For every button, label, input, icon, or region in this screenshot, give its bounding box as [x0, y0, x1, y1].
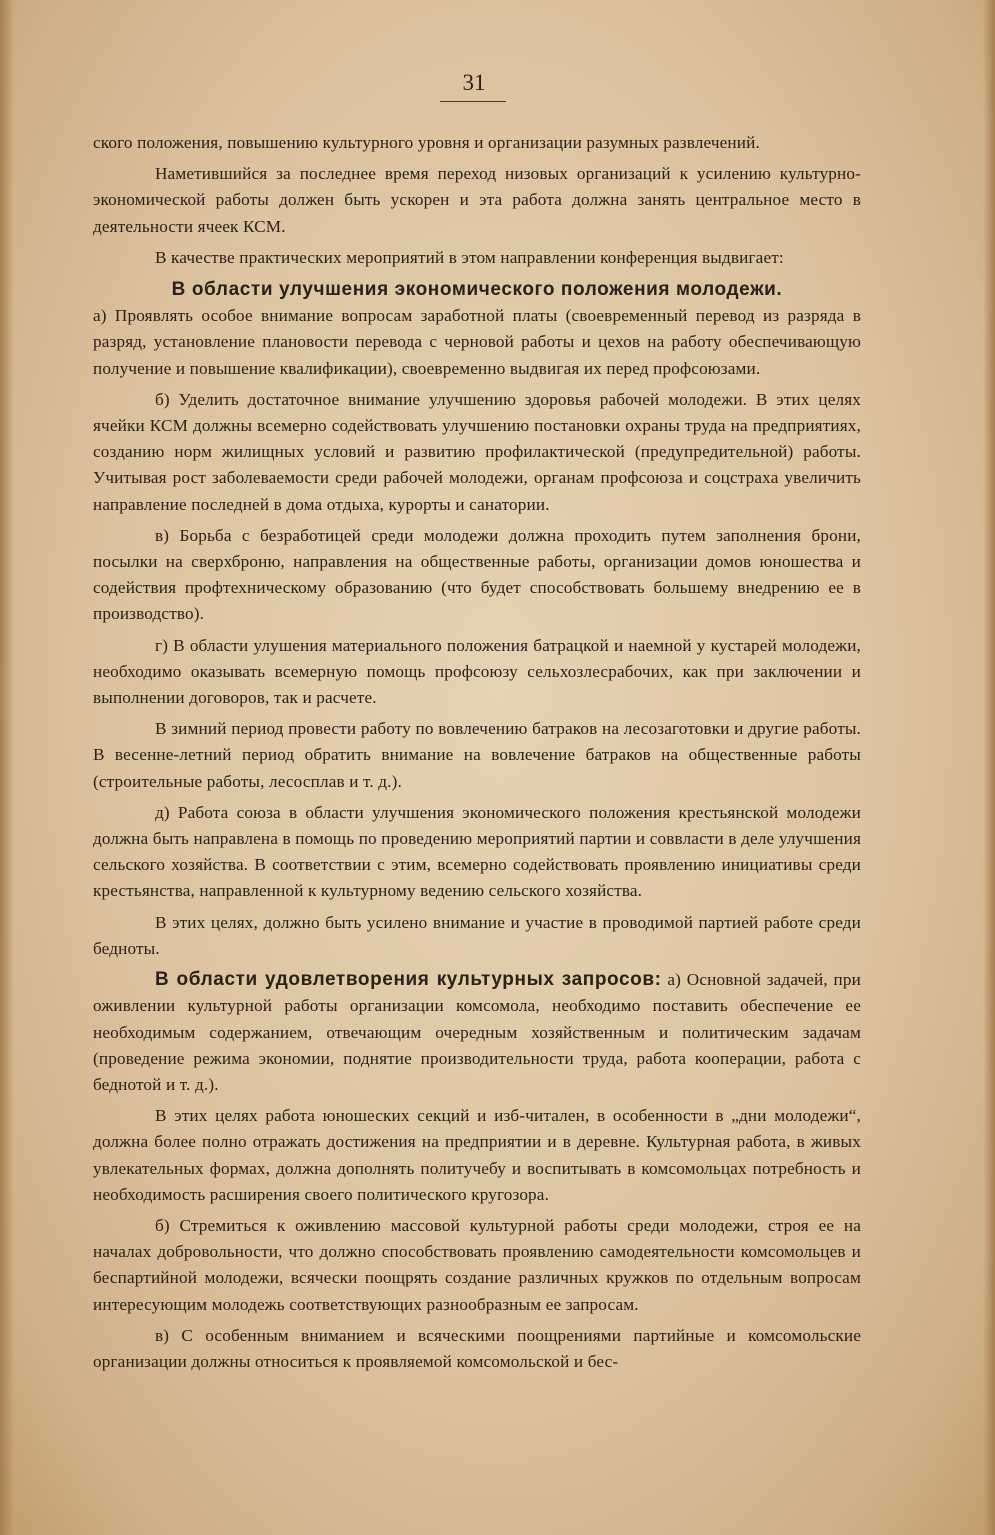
item-a-wages: а) Проявлять особое внимание вопросам заработной платы (своевременный перевод из разряда в разряд, установление плановости перевода с черновой работы и цехов на работу обеспечивающую получение и повышение квалификации), своевременно выдвигая их перед профсоюзами.: [93, 306, 861, 378]
body-text: [93, 130, 861, 1380]
section-cultural-paragraph: [93, 967, 861, 1098]
item-v-unemployment: в) Борьба с безработицей среди молодежи должна проходить путем заполнения брони, посылки на сверхброню, направления на общественные работы, организации домов юношества и содействия профтехническому образованию (что будет способствовать большему внедрению ее в производство).: [93, 525, 861, 624]
item-g-winter-work: В зимний период провести работу по вовлечению батраков на лесозаготовки и другие работы. В весенне-летний период обратить внимание на вовлечение батраков на общественные работы (строительные работы, лесосплав и т. д.).: [93, 719, 861, 791]
section-heading-economic: В области улучшения экономического положения молодежи.: [171, 279, 783, 301]
item-v-encouragement: в) С особенным вниманием и всяческими поощрениями партийные и комсомольские организации должны относиться к проявляемой комсомольской и бес-: [93, 1325, 861, 1371]
item-a-youth-sections: В этих целях работа юношеских секций и изб-читален, в особенности в „дни молодежи“, должна более полно отражать достижения на предприятии и в деревне. Культурная работа, в живых увлекательных формах, должна дополнять политучебу и воспитывать в комсомольцах потребность и необходимость расширения своего политического кругозора.: [93, 1106, 861, 1204]
item-d-peasant-youth: д) Работа союза в области улучшения экономического положения крестьянской молодежи должна быть направлена в помощь по проведению мероприятий партии и соввласти в деле улучшения сельского хозяйства. В соответствии с этим, всемерно содействовать проявлению инициативы среди крестьянства, направленной к культурному ведению сельского хозяйства.: [93, 802, 861, 901]
item-g-farmhands: г) В области улушения материального положения батрацкой и наемной у кустарей молодежи, необходимо оказывать всемерную помощь профсоюзу сельхозлесрабочих, как при заключении и выполнении договоров, так и расчете.: [93, 635, 861, 708]
item-b-mass-work: б) Стремиться к оживлению массовой культурной работы среди молодежи, строя ее на началах добровольности, что должно способствовать проявлению самодеятельности комсомольцев и беспартийной молодежи, всячески поощрять создание различных кружков по отдельным вопросам интересующим молодежь соответствующих разнообразным ее запросам.: [93, 1215, 861, 1314]
page-number: 31: [462, 70, 486, 95]
item-d-poor-peasants: В этих целях, должно быть усилено внимание и участие в проводимой партией работе среди бедноты.: [93, 912, 861, 958]
paragraph-1: ского положения, повышению культурного уровня и организации разумных развлечений.: [93, 133, 760, 152]
item-b-health: б) Уделить достаточное внимание улучшению здоровья рабочей молодежи. В этих целях ячейки КСМ должны всемерно содействовать улучшению постановки охраны труда на предприятиях, созданию норм жилищных условий и развитию профилактической (предупредительной) работы. Учитывая рост заболеваемости среди рабочей молодежи, органам профсоюза и соцстраха увеличить направление последней в дома отдыха, курорты и санатории.: [93, 389, 861, 514]
page-edge-right: [983, 0, 995, 1535]
paragraph-3: В качестве практических мероприятий в этом направлении конференция выдвигает:: [155, 247, 784, 267]
page-edge-left: [0, 0, 14, 1535]
page-number-underline: [440, 101, 506, 102]
section-heading-cultural: В области удовлетворения культурных запросов:: [155, 969, 662, 991]
paragraph-2: Наметившийся за последнее время переход низовых организаций к усилению культурно-экономической работы должен быть ускорен и эта работа должна занять центральное место в деятельности ячеек КСМ.: [93, 164, 861, 236]
item-a-cultural-work: а) Основной задачей, при оживлении культурной работы организации комсомола, необходимо поставить обеспечение ее необходимым содержанием, отвечающим очередным хозяйственным и политическим задачам (проведение режима экономии, поднятие производительности труда, работа кооперации, работа с беднотой и т. д.).: [93, 970, 862, 1094]
